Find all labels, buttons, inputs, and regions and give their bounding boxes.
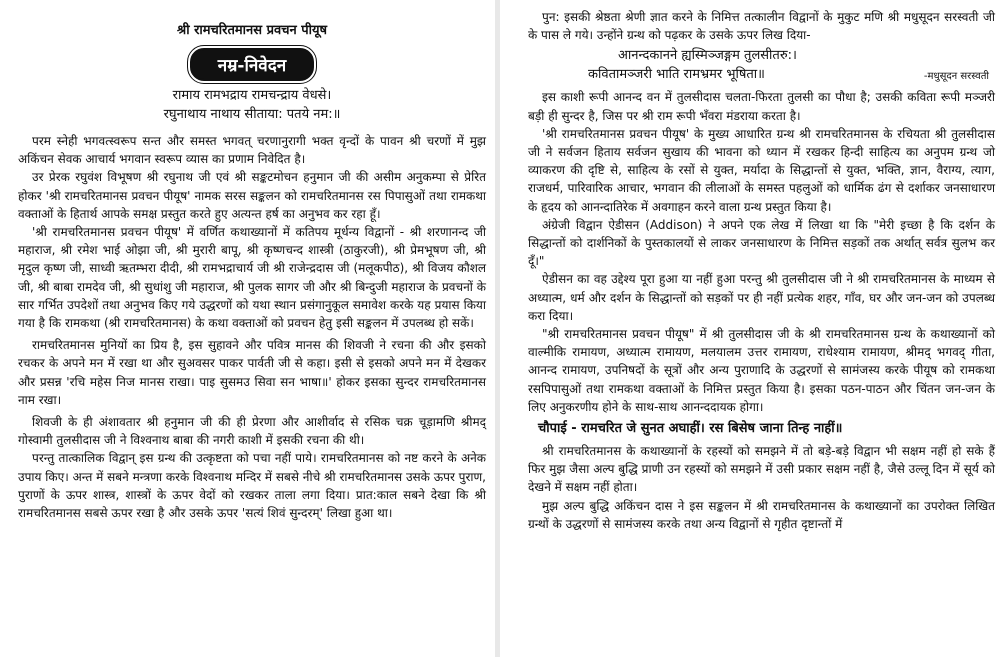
paragraph: रामचरितमानस मुनियों का प्रिय है, इस सुहावने और पवित्र मानस की शिवजी ने रचना की और इसको रचकर के अपने मन में रखा था और सुअवसर पाकर पार्वती जी से कहा। इसी से इसको अपने मन में देखकर और प्रसन्न 'रचि महेस निज मानस राखा। पाइ सुसमउ सिवा सन भाषा॥' होकर इसका सुन्दर रामचरितमानस नाम रखा। [18,338,486,407]
book-title: श्री रामचरितमानस प्रवचन पीयूष [177,23,327,38]
quote-line [528,65,995,84]
shloka-line: रामाय रामभद्राय रामचन्द्राय वेधसे। [172,88,332,103]
banner-wrap [18,48,486,81]
paragraph: अंग्रेजी विद्वान ऐडीसन (Addison) ने अपने एक लेख में लिखा था कि "मेरी इच्छा है कि दर्शन के सिद्धान्तों को दार्शनिकों के पुस्तकालयों से लाकर जनसाधारण के निमित्त सड़कों तक अर्थात् सर्वत्र सुलभ कर दूँ।" [528,217,995,269]
quote-attribution: -मधुसूदन सरस्वती [923,71,989,83]
paragraph: परन्तु तात्कालिक विद्वान् इस ग्रन्थ की उत्कृष्टता को पचा नहीं पाये। रामचरितमानस को नष्ट करने के अनेक उपाय किए। अन्त में सबने मन्त्रणा करके विश्वनाथ मन्दिर में सबसे नीचे श्री रामचरितमानस उसके ऊपर पुराण, पुराणों के ऊपर शास्त्र, शास्त्रों के ऊपर वेदों को रखकर ताला लगा दिया। प्रात:काल सबने देखा कि श्री रामचरितमानस सबसे ऊपर रखा है और उसके ऊपर 'सत्यं शिवं सुन्दरम्' लिखा हुआ था। [18,451,486,521]
chaupai-verse: चौपाई - रामचरित जे सुनत अघाहीं। रस बिसेष जाना तिन्ह नाहीं॥ [538,421,843,437]
paragraph: 'श्री रामचरितमानस प्रवचन पीयूष' में वर्णित कथाख्यानों में कतिपय मूर्धन्य विद्वानों - श्री शरणानन्द जी महाराज, श्री रमेश भाई ओझा जी, श्री मुरारी बापू, श्री कृष्णचन्द शास्त्री (ठाकुरजी), श्री प्रेमभूषण जी, श्री मृदुल कृष्ण जी, साध्वी ऋतम्भरा दीदी, श्री रामभद्राचार्य जी श्री राजेन्द्रदास जी (मलूकपीठ), श्री विजय कौशल जी, श्री बाबा रामदेव जी, श्री सुधांशु जी महाराज, श्री पुलक सागर जी और श्री बिन्दुजी महाराज के प्रवचनों के सार गर्भित उपदेशों तथा अनुभव किए गये उद्धरणों को यथा स्थान प्रसंगानुकूल समावेश करके यह प्रयास किया गया है कि रामकथा (श्री रामचरितमानस) के कथा वक्ताओं को प्रवचन हेतु इसी सङ्कलन में उपलब्ध हो सकें। [18,225,486,331]
paragraph: परम स्नेही भगवत्स्वरूप सन्त और समस्त भगवत् चरणानुरागी भक्त वृन्दों के पावन श्री चरणों में मुझ अकिंचन सेवक आचार्य भगवान स्वरूप व्यास का प्रणाम निवेदित है। [18,134,486,167]
invocation-shloka [18,86,486,124]
left-page [0,0,492,657]
paragraph: "श्री रामचरितमानस प्रवचन पीयूष" में श्री तुलसीदास जी के श्री रामचरितमानस ग्रन्थ के कथाख्यानों को वाल्मीकि रामायण, अध्यात्म रामायण, मलयालम उत्तर रामायण, राधेश्याम रामायण, श्रीमद् भगवद् गीता, आनन्द रामायण, उपनिषदों के सूत्रों और अन्य पुराणादि के उद्धरणों से सामंजस्य करके पीयूष को रामकथा रसपिपासुओं तथा रामकथा वक्ताओं के निमित्त प्रस्तुत किया है। इसका पठन-पाठन और चिंतन जन-जन के लिए अनुकरणीय होने के साथ-साथ आनन्ददायक होगा। [528,327,995,414]
paragraph: पुन: इसकी श्रेष्ठता श्रेणी ज्ञात करने के निमित्त तत्कालीन विद्वानों के मुकुट मणि श्री मधुसूदन सरस्वती जी के पास ले गये। उन्होंने ग्रन्थ को पढ़कर के उसके ऊपर लिख दिया- [528,10,995,43]
paragraph: ऐडीसन का वह उद्देश्य पूरा हुआ या नहीं हुआ परन्तु श्री तुलसीदास जी ने श्री रामचरितमानस के माध्यम से अध्यात्म, धर्म और दर्शन के सिद्धान्तों को सड़कों पर ही नहीं प्रत्येक शहर, गाँव, घर और जन-जन को उपलब्ध करा दिया। [528,272,995,323]
paragraph: मुझ अल्प बुद्धि अकिंचन दास ने इस सङ्कलन में श्री रामचरितमानस के कथाख्यानों का उपरोक्त लिखित ग्रन्थों के उद्धरणों से सामंजस्य करके तथा अन्य विद्वानों से गृहीत दृष्टान्तों में [528,498,995,531]
paragraph: श्री रामचरितमानस के कथाख्यानों के रहस्यों को समझने में तो बड़े-बड़े विद्वान भी सक्षम नहीं हो सके हैं फिर मुझ जैसा अल्प बुद्धि प्राणी उन रहस्यों को समझने में उसी प्रकार सक्षम नहीं है, जैसे उल्लू दिन में सूर्य को देखने में सक्षम नहीं होता। [528,444,995,495]
quote-line: आनन्दकानने ह्यस्मिञ्जङ्गम तुलसीतरु:। [618,48,797,64]
section-banner: नम्र-निवेदन [190,48,314,81]
paragraph: शिवजी के ही अंशावतार श्री हनुमान जी की ही प्रेरणा और आशीर्वाद से रसिक चक्र चूड़ामणि श्रीमद् गोस्वामी तुलसीदास जी ने विश्वनाथ बाबा की नगरी काशी में इसकी रचना की थी। [18,415,486,448]
quote-text: कवितामञ्जरी भाति रामभ्रमर भूषिता॥ [588,67,765,83]
paragraph: उर प्रेरक रघुवंश विभूषण श्री रघुनाथ जी एवं श्री सङ्कटमोचन हनुमान जी की असीम अनुकम्पा से प्रेरित होकर 'श्री रामचरितमानस प्रवचन पीयूष' नामक सरस सङ्कलन को रामचरितमानस रस पिपासुओं तथा रामकथा वक्ताओं के हितार्थ आपके समक्ष प्रस्तुत करते हुए अत्यन्त हर्ष का अनुभव कर रहा हूँ। [18,170,486,221]
paragraph: 'श्री रामचरितमानस प्रवचन पीयूष' के मुख्य आधारित ग्रन्थ श्री रामचरितमानस के रचियता श्री तुलसीदास जी ने सर्वजन हिताय सर्वजन सुखाय की भावना को ध्यान में रखकर हिन्दी साहित्य का अनुपम ग्रन्थ जो व्याकरण की दृष्टि से, साहित्य के रसों से युक्त, मर्यादा के सिद्धान्तों से युक्त, भक्ति, ज्ञान, वैराग्य, त्याग, राजधर्म, पारिवारिक आचार, भगवान की लीलाओं के समस्त पहलुओं को धार्मिक ढंग से दर्शाकर जनसाधारण के हृदय को आनन्दातिरेक में अवगाहन करने वाला ग्रन्थ प्रस्तुत किया है। [528,126,995,214]
page-gutter [495,0,500,657]
right-page [502,0,1001,657]
shloka-line: रघुनाथाय नाथाय सीताया: पतये नम:॥ [163,107,341,122]
paragraph: इस काशी रूपी आनन्द वन में तुलसीदास चलता-फिरता तुलसी का पौधा है; उसकी कविता रूपी मञ्जरी बड़ी ही सुन्दर है, जिस पर श्री राम रूपी भँवरा मंडराया करता है। [528,90,995,123]
